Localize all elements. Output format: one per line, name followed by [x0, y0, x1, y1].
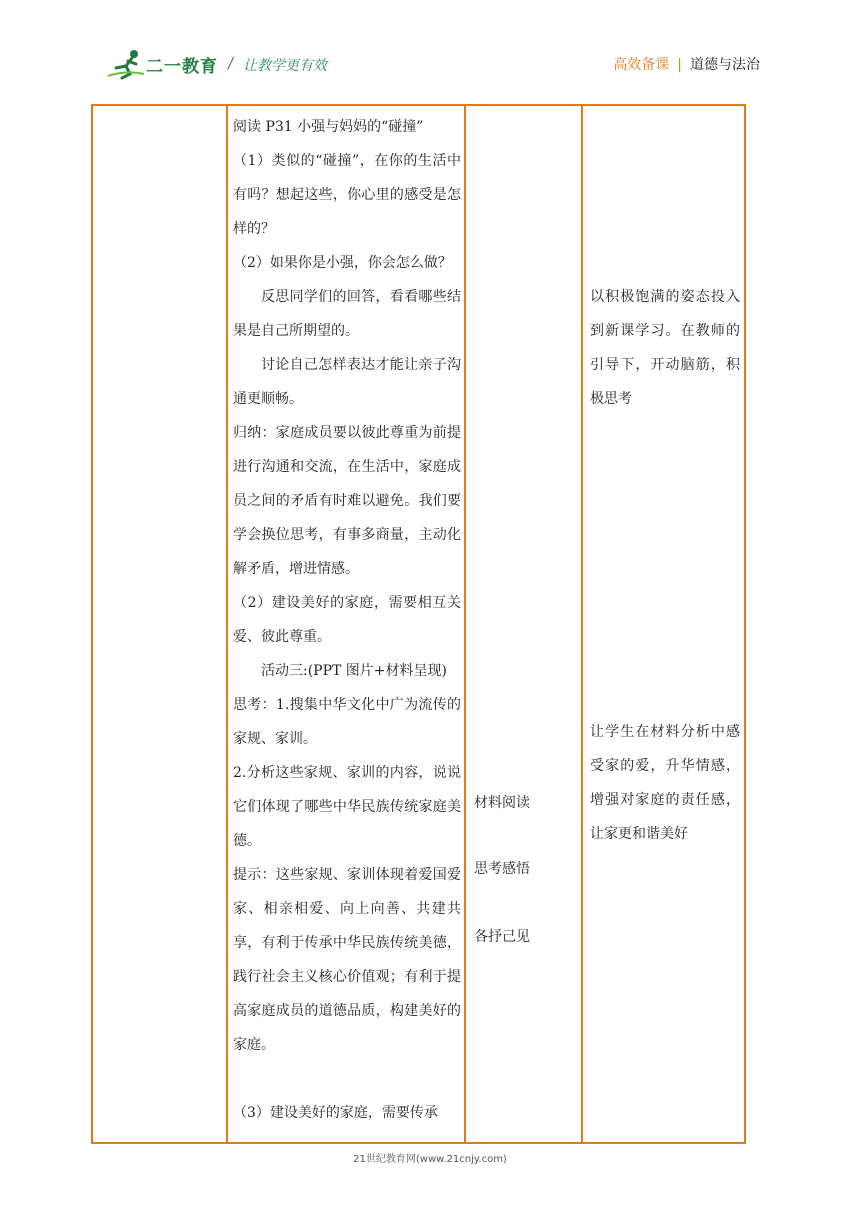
think-1: 思考：1.搜集中华文化中广为流传的家规、家训。: [233, 697, 461, 747]
course-label: 高效备课: [613, 57, 670, 73]
student-item: 各抒己见: [474, 929, 530, 945]
point-2: （2）建设美好的家庭，需要相互关爱、彼此尊重。: [233, 595, 461, 645]
slogan-separator: /: [228, 54, 234, 72]
student-item: 材料阅读: [474, 795, 530, 811]
subject-label: 道德与法治: [690, 57, 760, 73]
reflection: 反思同学们的回答，看看哪些结果是自己所期望的。: [233, 289, 461, 339]
intent-text: 以积极饱满的姿态投入到新课学习。在教师的引导下，开动脑筋，积极思考: [590, 289, 740, 407]
intent-text: 让学生在材料分析中感受家的爱，升华情感，增强对家庭的责任感，让家更和谐美好: [590, 724, 740, 842]
student-item: 思考感悟: [474, 861, 530, 877]
header-right: [613, 54, 760, 74]
question-1: （1）类似的“碰撞”，在你的生活中有吗？想起这些，你心里的感受是怎样的？: [233, 153, 461, 237]
intent-paragraph: [590, 280, 740, 416]
point-3: （3）建设美好的家庭，需要传承: [233, 1105, 438, 1121]
think-2: 2.分析这些家规、家训的内容，说说它们体现了哪些中华民族传统家庭美德。: [233, 765, 461, 849]
slogan: 让教学更有效: [243, 58, 327, 74]
hint: 提示：这些家规、家训体现着爱国爱家、相亲相爱、向上向善、共建共享，有利于传承中华民族传统美德，践行社会主义核心价值观；有利于提高家庭成员的道德品质，构建美好的家庭。: [233, 867, 461, 1053]
activity-3-title: 活动三:(PPT 图片+材料呈现): [261, 663, 447, 679]
activity-column: [233, 110, 461, 1130]
summary: 归纳：家庭成员要以彼此尊重为前提进行沟通和交流，在生活中，家庭成员之间的矛盾有时难以避免。我们要学会换位思考，有事多商量，主动化解矛盾，增进情感。: [233, 425, 461, 577]
header-separator: |: [677, 57, 682, 73]
intent-paragraph: [590, 715, 740, 851]
logo-text: 二一教育: [146, 57, 218, 77]
question-2: （2）如果你是小强，你会怎么做？: [233, 255, 452, 271]
table-divider: [464, 104, 466, 1144]
table-divider: [226, 104, 228, 1144]
page-footer: 21世纪教育网(www.21cnjy.com): [353, 1154, 507, 1165]
page-header: [0, 0, 860, 100]
discussion: 讨论自己怎样表达才能让亲子沟通更顺畅。: [233, 357, 461, 407]
table-divider: [581, 104, 583, 1144]
reading-task: 阅读 P31 小强与妈妈的“碰撞”: [233, 119, 424, 135]
